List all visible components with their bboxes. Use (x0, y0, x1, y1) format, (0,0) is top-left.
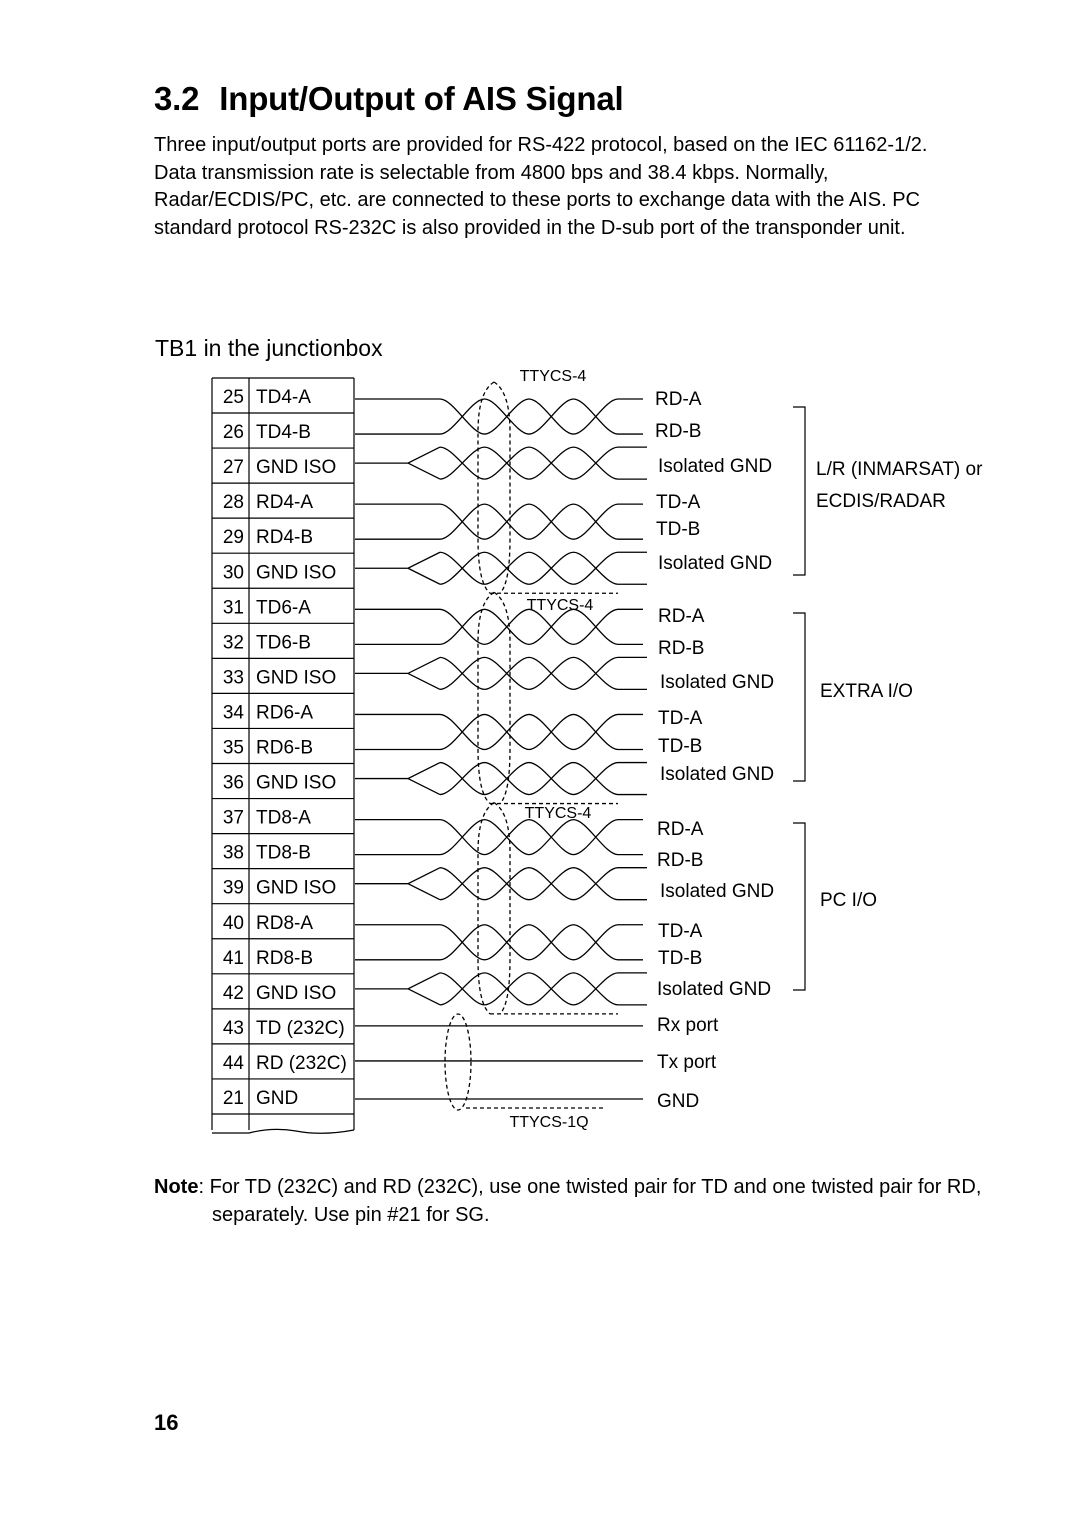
ground-lead-bottom (408, 779, 440, 795)
terminal-pin-number: 21 (222, 1088, 244, 1109)
terminal-signal-label: TD (232C) (256, 1017, 345, 1039)
cable-shield-left (478, 803, 494, 1014)
terminal-signal-label: RD6-A (256, 702, 314, 724)
ground-wire (440, 552, 647, 584)
note-text: : For TD (232C) and RD (232C), use one twisted pair for TD and one twisted pair for RD, separately. Use pin #21 for SG. (198, 1176, 982, 1226)
terminal-signal-label: TD8-B (256, 842, 311, 864)
terminal-pin-number: 39 (222, 877, 244, 899)
serial-port-label: Rx port (657, 1015, 719, 1036)
device-name-label: ECDIS/RADAR (816, 491, 946, 512)
cable-shields (445, 382, 618, 1110)
device-port-label: TD-B (658, 948, 703, 969)
terminal-pin-number: 42 (222, 982, 244, 1004)
device-port-label: TD-A (656, 492, 701, 513)
terminal-signal-label: RD4-A (256, 492, 314, 514)
note (154, 1174, 1002, 1229)
terminal-pin-number: 44 (222, 1052, 244, 1074)
terminal-signal-label: RD4-B (256, 527, 314, 549)
device-port-label: Isolated GND (660, 764, 775, 785)
device-port-label: TD-B (658, 736, 703, 757)
device-name-label: PC I/O (820, 890, 878, 911)
twisted-wire (355, 504, 643, 539)
cable-type-label: TTYCS-4 (524, 805, 592, 822)
ground-wire (440, 763, 647, 795)
terminal-signal-label: GND ISO (256, 562, 337, 584)
twisted-wire (355, 820, 643, 855)
ground-lead-top (355, 973, 440, 989)
ground-lead-bottom (408, 568, 440, 584)
twisted-wire (355, 399, 643, 434)
ground-wire (440, 763, 647, 795)
ground-lead-bottom (408, 673, 440, 689)
device-port-label: TD-B (656, 519, 701, 540)
ground-wire (440, 868, 647, 900)
device-port-label: RD-A (657, 819, 704, 840)
cable-shield-oval (445, 1014, 471, 1110)
device-port-label: RD-B (655, 421, 702, 442)
terminal-signal-label: RD8-A (256, 912, 314, 934)
terminal-signal-label: TD6-B (256, 632, 311, 654)
ground-wire (440, 447, 647, 479)
cable-labels (509, 368, 593, 1131)
device-name-label: L/R (INMARSAT) or (816, 459, 983, 480)
cable-shield-left (478, 382, 494, 593)
terminal-pin-number: 38 (222, 842, 244, 864)
terminal-pin-number: 30 (222, 562, 244, 584)
ground-wire (440, 552, 647, 584)
ground-lead-top (355, 657, 440, 673)
intro-paragraph: Three input/output ports are provided for RS-422 protocol, based on the IEC 61162-1/2. Data transmission rate is selectable from 4800 bps and 38.4 kbps. Normally, Radar/ECDIS/PC, etc. are connected to these ports to exchange data with the AIS. PC standard protocol RS-232C is also provided in the D-sub port of the transponder unit. (154, 134, 928, 239)
twisted-wire (355, 609, 643, 644)
terminal-signal-label: TD4-B (256, 422, 311, 444)
twisted-wire (355, 609, 643, 644)
cable-shield-left (478, 592, 494, 803)
terminal-pin-number: 34 (222, 702, 244, 724)
ground-wire (440, 973, 647, 1005)
page-number: 16 (154, 1410, 179, 1435)
terminal-pin-number: 40 (222, 912, 244, 934)
device-port-label: Isolated GND (660, 672, 775, 693)
ground-wire (440, 447, 647, 479)
twisted-wire (355, 399, 643, 434)
cable-shield-right (494, 803, 510, 1014)
terminal-signal-label: RD6-B (256, 737, 314, 759)
ground-wire (440, 657, 647, 689)
device-port-label: Isolated GND (658, 553, 773, 574)
device-port-label: RD-B (658, 638, 705, 659)
terminal-signal-label: GND ISO (256, 877, 337, 899)
device-labels (816, 459, 983, 911)
ground-lead-top (355, 552, 440, 568)
terminal-pin-number: 28 (222, 492, 244, 514)
terminal-labels (223, 387, 347, 1109)
diagram-caption: TB1 in the junctionbox (155, 335, 383, 361)
device-bracket (793, 613, 805, 781)
terminal-pin-number: 41 (222, 947, 244, 969)
cable-type-label: TTYCS-4 (526, 597, 594, 614)
terminal-pin-number: 29 (222, 527, 244, 549)
terminal-signal-label: GND (256, 1088, 299, 1109)
ground-wire (440, 868, 647, 900)
device-port-label: RD-A (655, 389, 702, 410)
ground-lead-bottom (408, 989, 440, 1005)
ground-lead-top (355, 763, 440, 779)
cable-shield-right (494, 592, 510, 803)
terminal-signal-label: RD8-B (256, 947, 314, 969)
terminal-signal-label: TD4-A (256, 387, 311, 408)
device-port-label: TD-A (658, 921, 703, 942)
note-label: Note (154, 1176, 199, 1198)
terminal-pin-number: 26 (222, 422, 244, 444)
terminal-pin-number: 33 (222, 667, 244, 689)
section-title-text: Input/Output of AIS Signal (219, 80, 624, 117)
terminal-signal-label: TD8-A (256, 807, 311, 829)
twisted-wire (355, 714, 643, 749)
ground-wire (440, 973, 647, 1005)
device-bracket (793, 823, 805, 990)
ground-lead-bottom (408, 463, 440, 479)
twisted-wire (355, 714, 643, 749)
device-brackets (793, 407, 805, 990)
serial-port-label: GND (657, 1091, 700, 1112)
terminal-pin-number: 27 (222, 457, 244, 479)
twisted-wire (355, 925, 643, 960)
terminal-pin-number: 25 (222, 387, 244, 408)
device-port-label: Isolated GND (657, 979, 772, 1000)
device-port-label: Isolated GND (660, 881, 775, 902)
ground-lead-bottom (408, 884, 440, 900)
terminal-pin-number: 43 (222, 1017, 244, 1039)
cable-type-label: TTYCS-4 (519, 368, 587, 385)
twisted-wire (355, 820, 643, 855)
section-number: 3.2 (154, 80, 200, 117)
terminal-signal-label: GND ISO (256, 457, 337, 479)
device-port-label: RD-A (658, 606, 705, 627)
terminal-pin-number: 35 (222, 737, 244, 759)
twisted-pair-wires (355, 399, 647, 1099)
terminal-pin-number: 32 (222, 632, 244, 654)
terminal-pin-number: 31 (222, 597, 244, 619)
terminal-signal-label: TD6-A (256, 597, 311, 619)
terminal-signal-label: GND ISO (256, 772, 337, 794)
terminal-signal-label: RD (232C) (256, 1052, 347, 1074)
device-name-label: EXTRA I/O (820, 681, 913, 702)
device-port-label: Isolated GND (658, 456, 773, 477)
ground-lead-top (355, 447, 440, 463)
device-bracket (793, 407, 805, 575)
terminal-signal-label: GND ISO (256, 982, 337, 1004)
cable-shield-right (494, 382, 510, 593)
ground-lead-top (355, 868, 440, 884)
serial-port-label: Tx port (657, 1052, 717, 1073)
twisted-wire (355, 504, 643, 539)
ground-wire (440, 657, 647, 689)
terminal-pin-number: 37 (222, 807, 244, 829)
port-labels (655, 389, 774, 1112)
terminal-signal-label: GND ISO (256, 667, 337, 689)
cable-type-label: TTYCS-1Q (509, 1114, 589, 1131)
terminal-pin-number: 36 (222, 772, 244, 794)
device-port-label: RD-B (657, 850, 704, 871)
twisted-wire (355, 925, 643, 960)
terminal-block-break-line (212, 1129, 354, 1133)
device-port-label: TD-A (658, 708, 703, 729)
